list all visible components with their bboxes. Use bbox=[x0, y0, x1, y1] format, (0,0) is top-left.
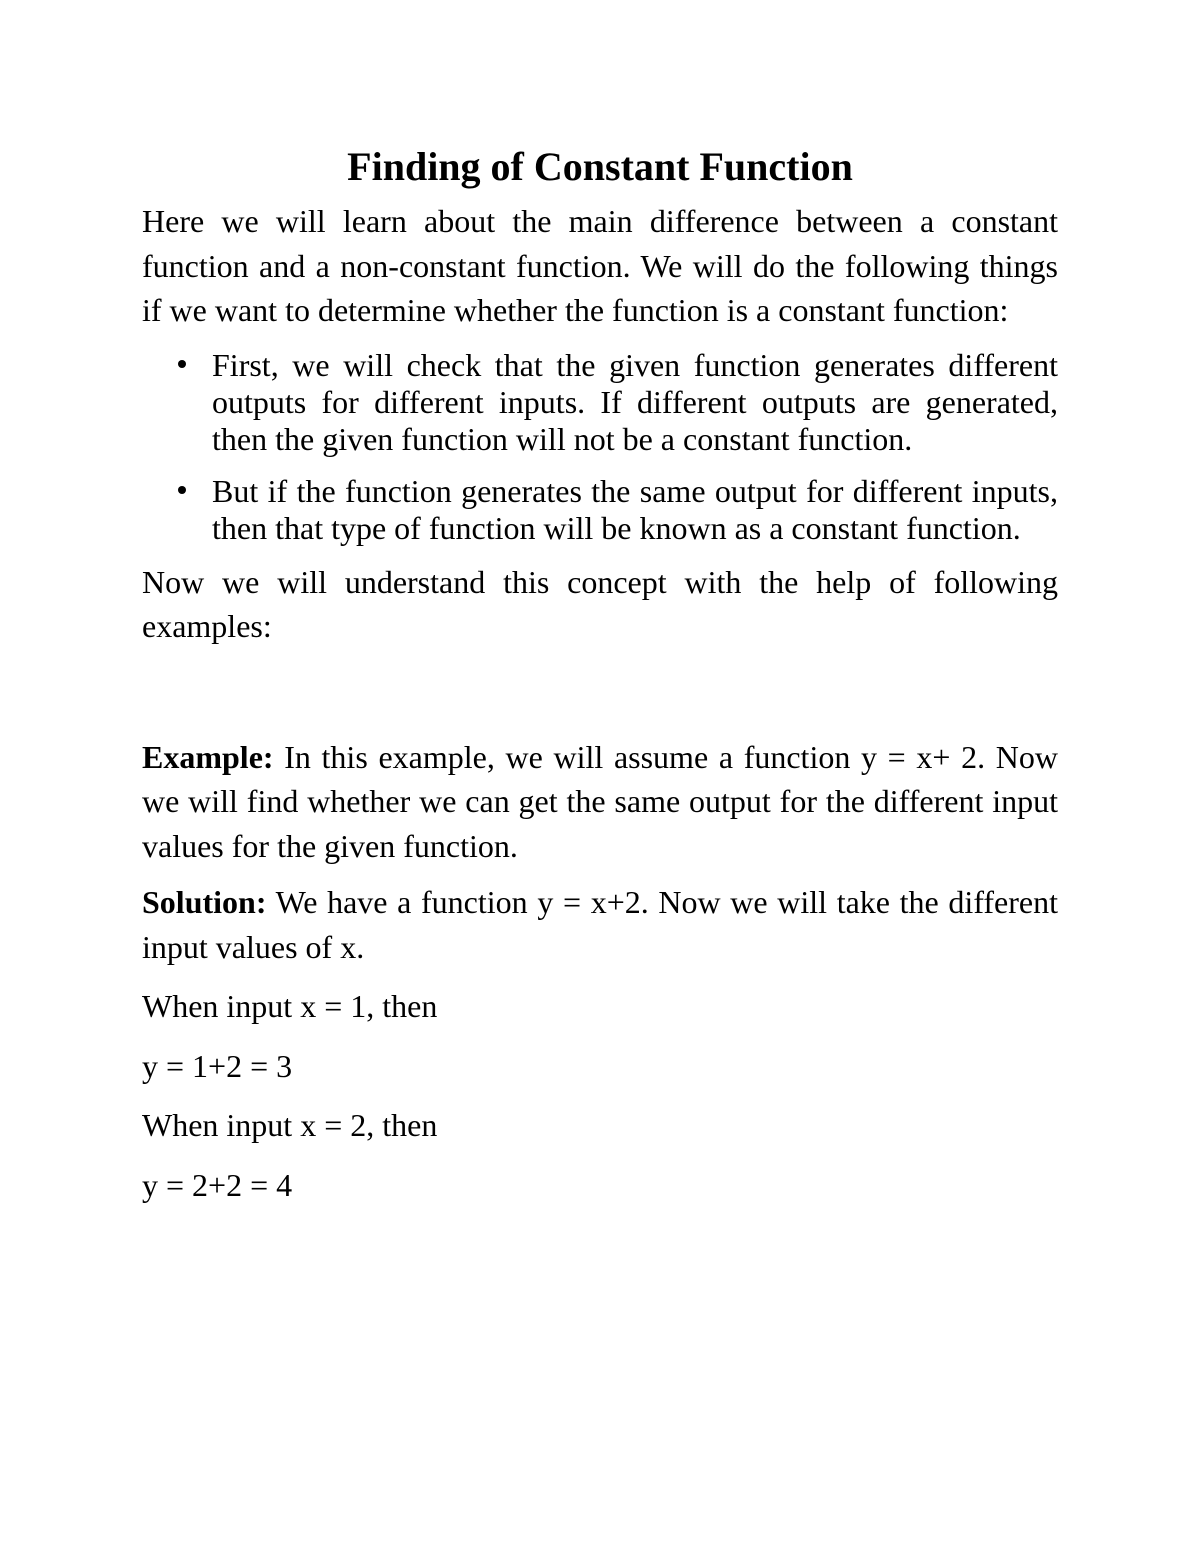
solution-paragraph bbox=[142, 880, 1058, 969]
bullet-text: But if the function generates the same output for different inputs, then that type of function will be known as a constant function. bbox=[212, 472, 1058, 546]
example-paragraph bbox=[142, 735, 1058, 869]
solution-text: We have a function y = x+2. Now we will take the different input values of x. bbox=[142, 884, 1058, 965]
calc-line: y = 2+2 = 4 bbox=[142, 1166, 293, 1203]
calc-line: When input x = 1, then bbox=[142, 988, 438, 1024]
calc-line: When input x = 2, then bbox=[142, 1107, 438, 1143]
example-label: Example: bbox=[142, 738, 274, 775]
bullet-icon bbox=[178, 360, 186, 368]
bullet-list bbox=[142, 347, 1058, 547]
document-page bbox=[142, 140, 1058, 1207]
example-text: In this example, we will assume a function y = x+ 2. Now we will find whether we can get the same output for the different input values for the given function. bbox=[142, 738, 1058, 864]
list-item bbox=[212, 347, 1058, 458]
bullet-text: First, we will check that the given function generates different outputs for different inputs. If different outputs are generated, then the given function will not be a constant function. bbox=[212, 346, 1058, 457]
examples-intro-paragraph: Now we will understand this concept with the help of following examples: bbox=[142, 563, 1058, 644]
calc-line: y = 1+2 = 3 bbox=[142, 1047, 293, 1084]
page-title: Finding of Constant Function bbox=[347, 144, 853, 189]
solution-label: Solution: bbox=[142, 884, 267, 920]
bullet-icon bbox=[178, 486, 186, 494]
intro-paragraph: Here we will learn about the main difference between a constant function and a non-constant function. We will do the following things if we want to determine whether the function is a constant function: bbox=[142, 203, 1058, 328]
list-item bbox=[212, 473, 1058, 547]
